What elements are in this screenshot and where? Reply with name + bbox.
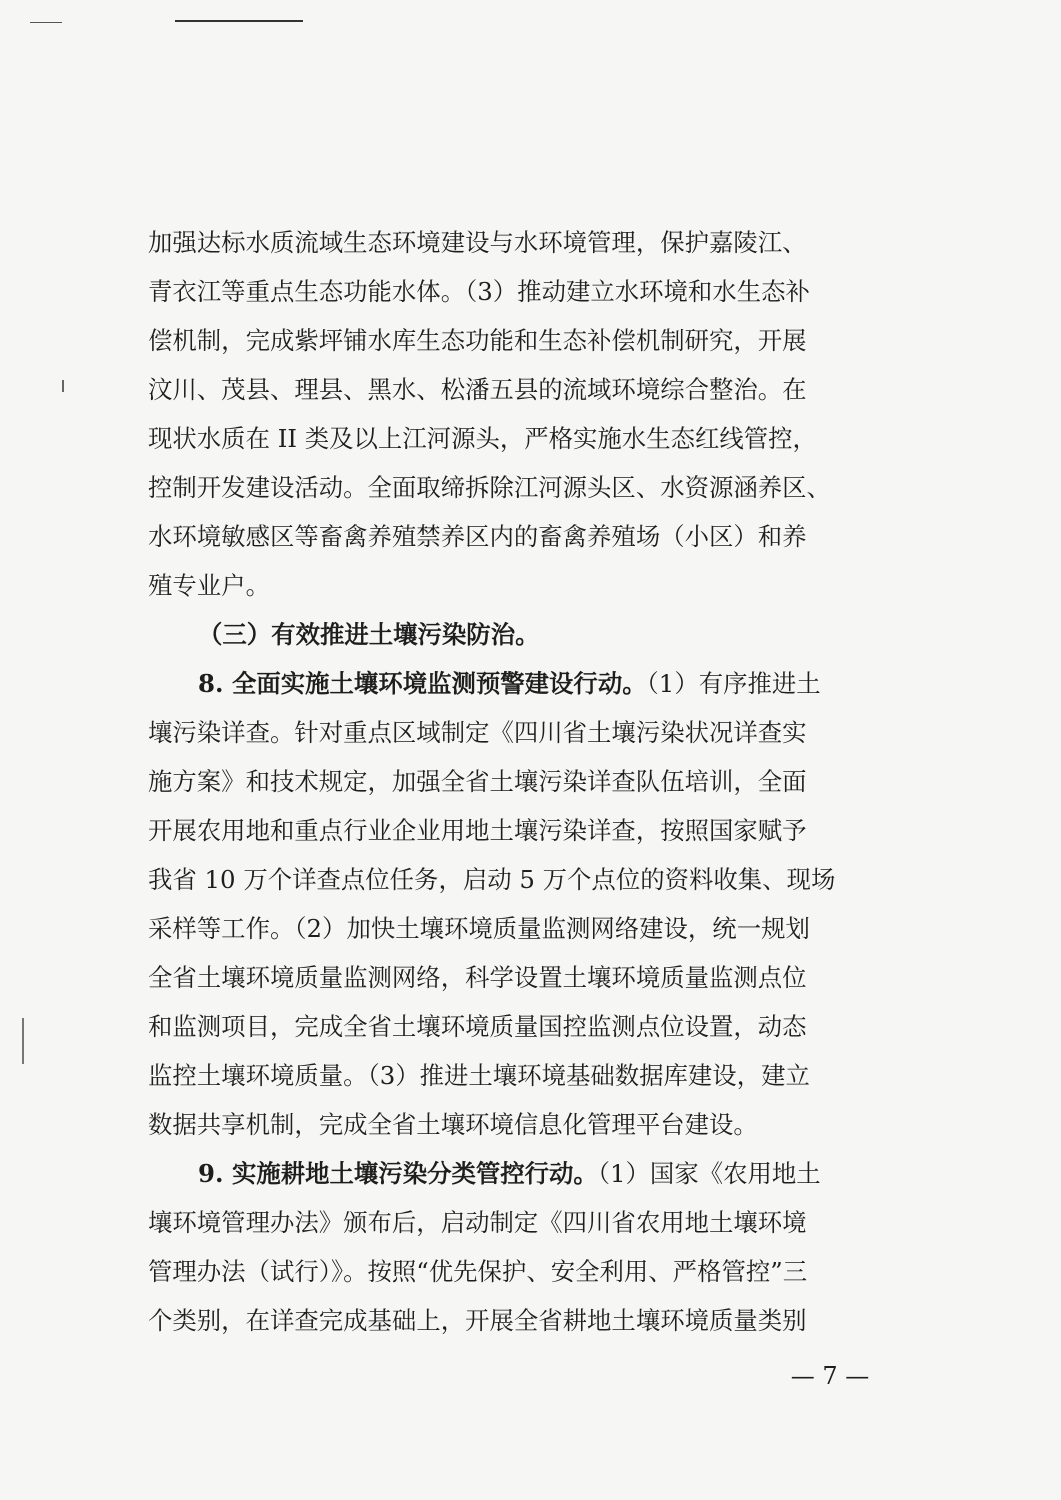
paragraph-line: 开展农用地和重点行业企业用地土壤污染详查，按照国家赋予 — [148, 816, 807, 845]
item-9-first-line — [148, 1149, 888, 1198]
item-8-first-text: （1）有序推进土 — [646, 669, 821, 698]
paragraph-line: 采样等工作。（2）加快土壤环境质量监测网络建设，统一规划 — [148, 914, 810, 943]
item-9-first-text: （1）国家《农用地土 — [597, 1159, 821, 1188]
paragraph-line: 控制开发建设活动。全面取缔拆除江河源头区、水资源涵养区、 — [148, 473, 831, 502]
item-8-first-line — [148, 659, 888, 708]
body-text — [148, 218, 888, 1345]
header-rule — [175, 20, 303, 22]
item-8-title: 8. 全面实施土壤环境监测预警建设行动。 — [198, 669, 647, 698]
header-rule-left — [30, 22, 62, 23]
paragraph-line: 汶川、茂县、理县、黑水、松潘五县的流域环境综合整治。在 — [148, 375, 807, 404]
paragraph-line: 偿机制，完成紫坪铺水库生态功能和生态补偿机制研究，开展 — [148, 326, 807, 355]
section-heading: （三）有效推进土壤污染防治。 — [198, 620, 540, 649]
paragraph-line: 全省土壤环境质量监测网络，科学设置土壤环境质量监测点位 — [148, 963, 807, 992]
paragraph-line: 青衣江等重点生态功能水体。（3）推动建立水环境和水生态补 — [148, 277, 810, 306]
paragraph-line: 加强达标水质流域生态环境建设与水环境管理，保护嘉陵江、 — [148, 228, 807, 257]
paragraph-line: 数据共享机制，完成全省土壤环境信息化管理平台建设。 — [148, 1110, 758, 1139]
paragraph-line: 水环境敏感区等畜禽养殖禁养区内的畜禽养殖场（小区）和养 — [148, 522, 807, 551]
item-9-title: 9. 实施耕地土壤污染分类管控行动。 — [198, 1159, 598, 1188]
paragraph-line: 现状水质在 II 类及以上江河源头，严格实施水生态红线管控， — [148, 424, 817, 453]
scan-mark — [62, 380, 64, 392]
paragraph-line: 个类别，在详查完成基础上，开展全省耕地土壤环境质量类别 — [148, 1306, 807, 1335]
paragraph-line: 和监测项目，完成全省土壤环境质量国控监测点位设置，动态 — [148, 1012, 807, 1041]
page-number: — 7 — — [790, 1362, 870, 1390]
paragraph-line: 我省 10 万个详查点位任务，启动 5 万个点位的资料收集、现场 — [148, 865, 836, 894]
scan-mark — [22, 1018, 24, 1064]
paragraph-line: 殖专业户。 — [148, 571, 270, 600]
paragraph-line: 监控土壤环境质量。（3）推进土壤环境基础数据库建设，建立 — [148, 1061, 810, 1090]
paragraph-line: 壤环境管理办法》颁布后，启动制定《四川省农用地土壤环境 — [148, 1208, 807, 1237]
paragraph-line: 管理办法（试行）》。按照“优先保护、安全利用、严格管控”三 — [148, 1257, 808, 1286]
paragraph-line: 施方案》和技术规定，加强全省土壤污染详查队伍培训，全面 — [148, 767, 807, 796]
paragraph-line: 壤污染详查。针对重点区域制定《四川省土壤污染状况详查实 — [148, 718, 807, 747]
